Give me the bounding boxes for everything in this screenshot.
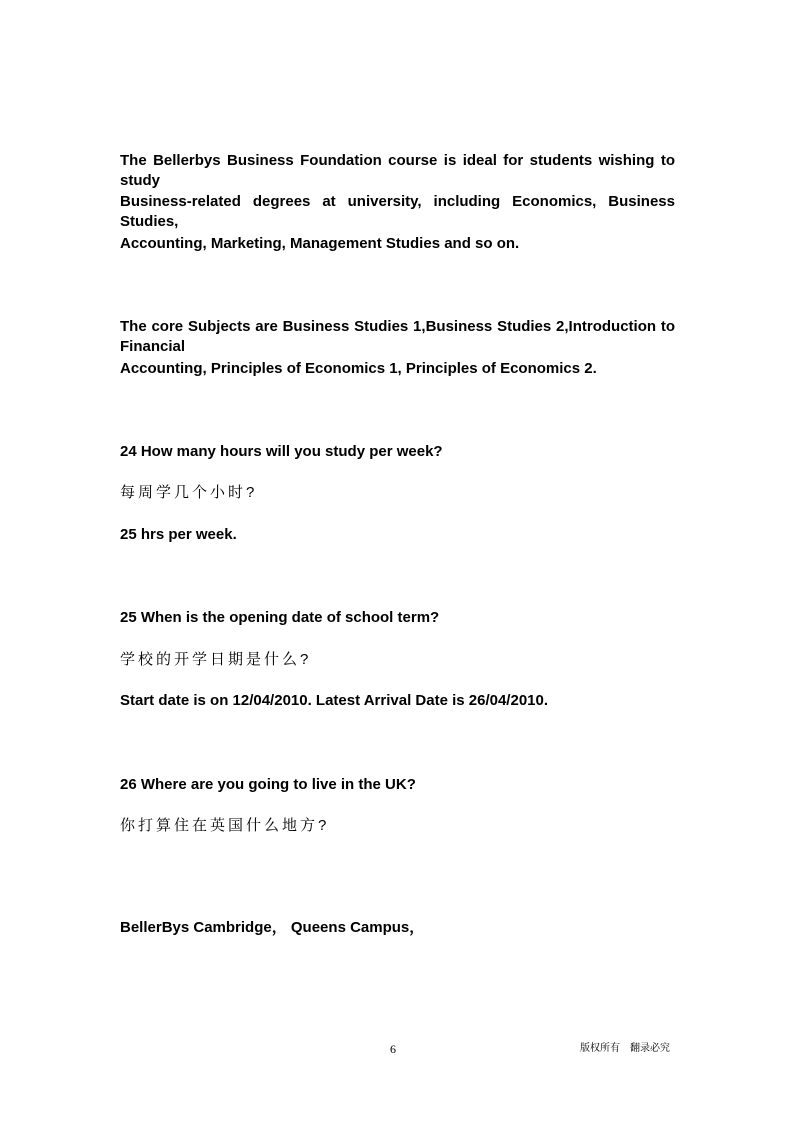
intro-paragraph-line-3: Accounting, Marketing, Management Studies and so on. [120,235,520,252]
subjects-paragraph-line-1: The core Subjects are Business Studies 1,Business Studies 2,Introduction to Financial [120,318,675,355]
answer-24: 25 hrs per week. [120,526,237,543]
question-26-chinese: 你打算住在英国什么地方? [120,817,330,834]
question-26: 26 Where are you going to live in the UK? [120,776,416,793]
question-24-chinese: 每周学几个小时? [120,484,258,501]
question-25: 25 When is the opening date of school term? [120,609,440,626]
answer-26: BellerBys Cambridge， Queens Campus， [120,919,425,936]
intro-paragraph-line-1: The Bellerbys Business Foundation course is ideal for students wishing to study [120,152,675,189]
question-25-chinese: 学校的开学日期是什么? [120,651,312,668]
intro-paragraph-line-2: Business-related degrees at university, including Economics, Business Studies, [120,193,675,230]
answer-25: Start date is on 12/04/2010. Latest Arrival Date is 26/04/2010. [120,692,549,709]
page-number: 6 [390,1042,396,1056]
question-24: 24 How many hours will you study per week? [120,443,443,460]
copyright-note: 版权所有 翻录必究 [580,1043,670,1054]
subjects-paragraph-line-2: Accounting, Principles of Economics 1, Principles of Economics 2. [120,360,597,377]
